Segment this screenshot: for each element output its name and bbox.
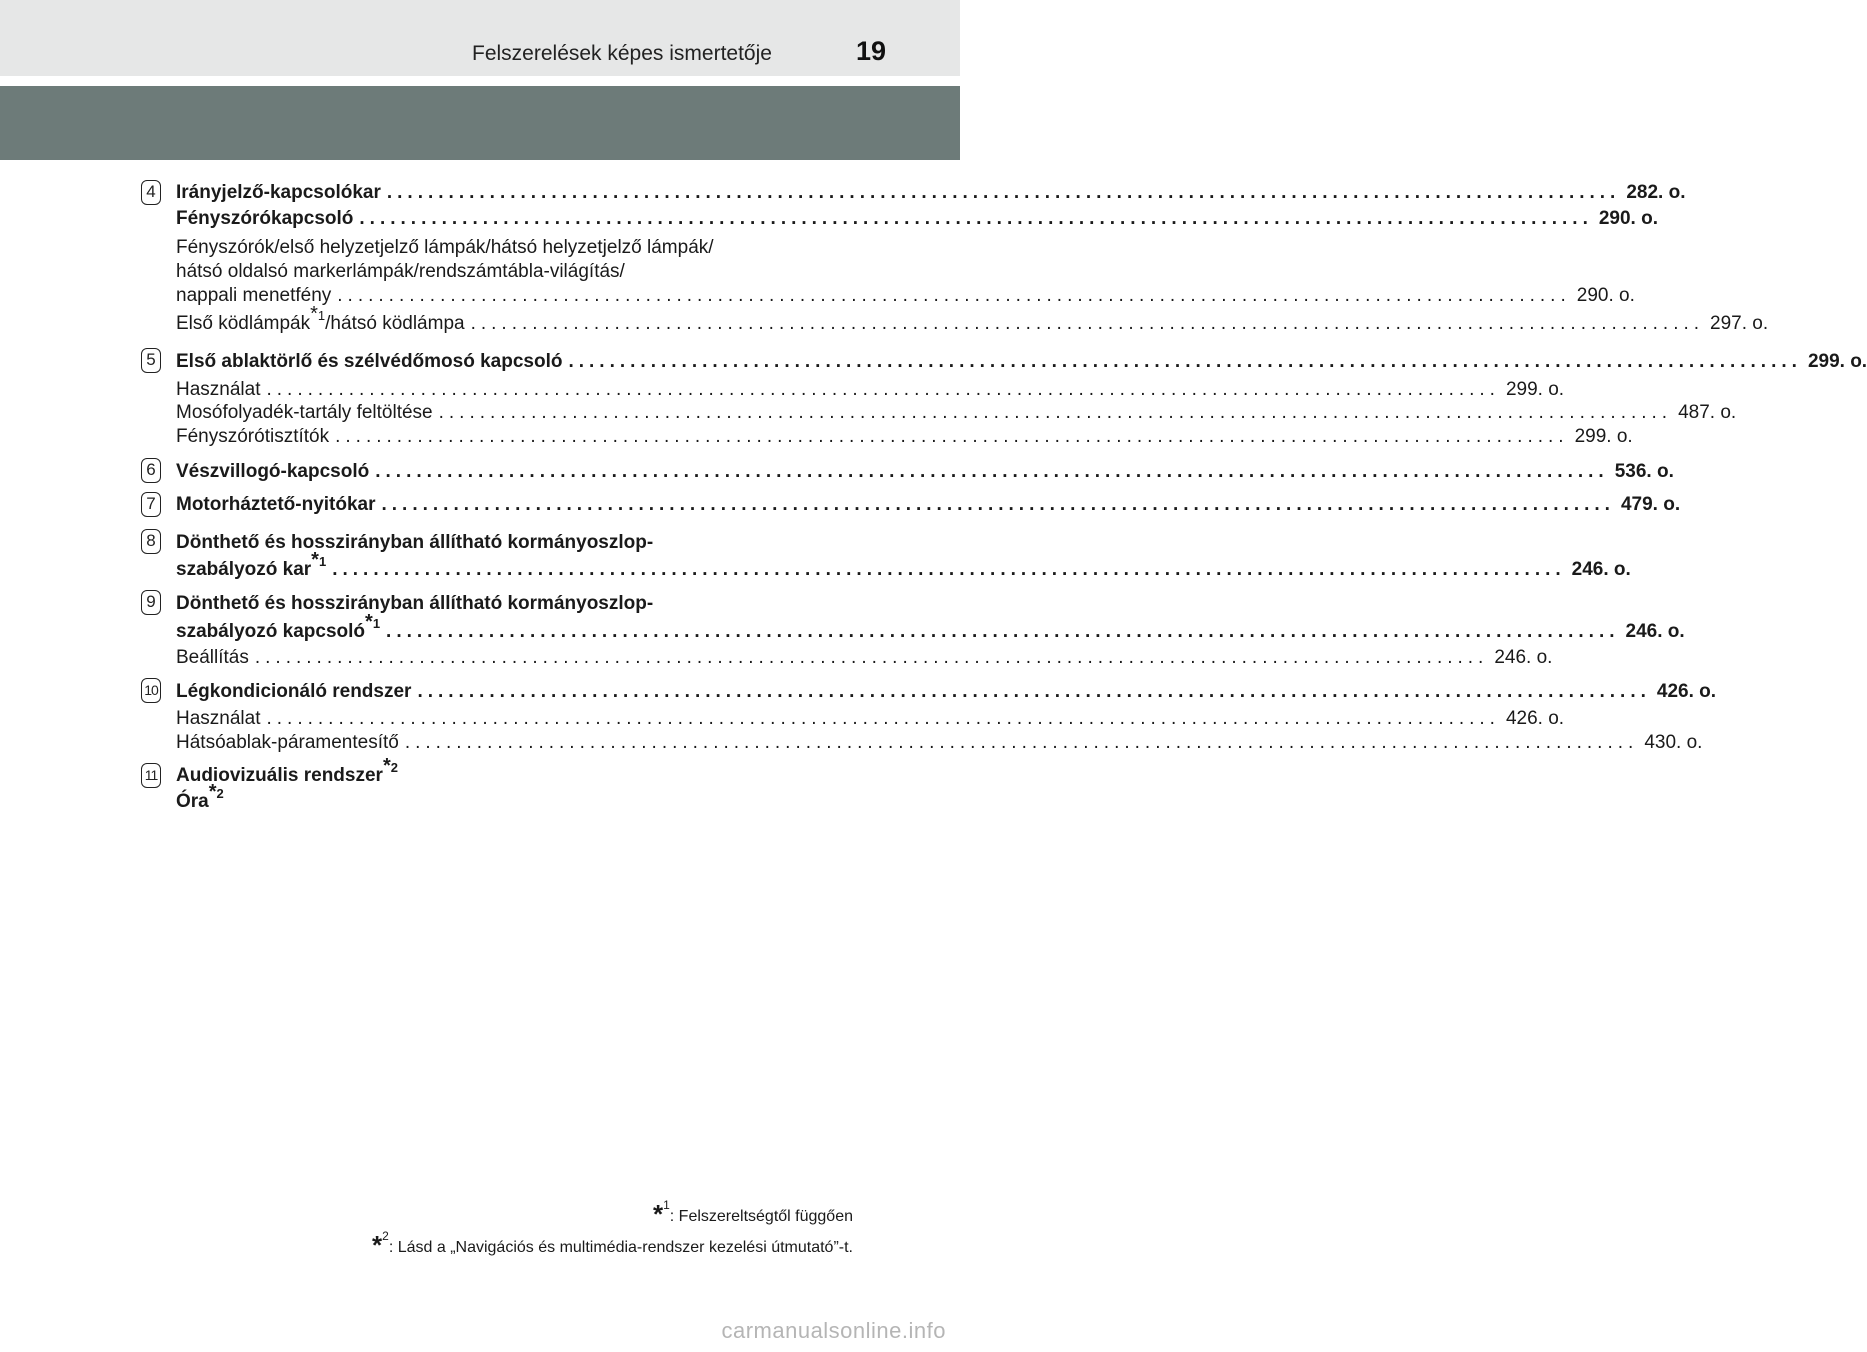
- index-entry: [176, 754, 812, 788]
- entry-text: szabályozó kapcsoló: [176, 621, 366, 642]
- index-entry: [176, 610, 1685, 644]
- entry-text: Fényszórókapcsoló: [176, 208, 354, 229]
- entry-text: Első ködlámpák: [176, 313, 311, 334]
- page-reference: 299. o.: [1505, 379, 1565, 400]
- section-number-badge: 6: [141, 458, 161, 483]
- index-entry: [176, 236, 812, 260]
- entry-title: [176, 610, 381, 644]
- leader-dots: ........................................................................................................................: [359, 208, 1593, 229]
- entry-title: [176, 593, 653, 614]
- index-entry: [176, 181, 1686, 205]
- section-number-badge: 5: [141, 348, 161, 373]
- leader-dots: ........................................................................................................................: [568, 351, 1802, 372]
- entry-title: [176, 401, 433, 425]
- index-entry: [176, 460, 1674, 484]
- footnote-ref: *1: [311, 548, 327, 571]
- index-entry: [176, 350, 1867, 374]
- entry-text-after: /hátsó ködlámpa: [325, 313, 465, 334]
- page-reference: 290. o.: [1598, 208, 1659, 229]
- footnotes: [372, 1197, 853, 1262]
- entry-text: hátsó oldalsó markerlámpák/rendszámtábla-világítás/: [176, 261, 625, 282]
- entry-text: Légkondicionáló rendszer: [176, 681, 412, 702]
- index-entry: [176, 401, 1737, 425]
- section-number-badge: 8: [141, 529, 161, 554]
- page-reference: 297. o.: [1710, 313, 1769, 334]
- entry-title: [176, 780, 224, 812]
- index-entry: [176, 260, 812, 284]
- entry-text: Beállítás: [176, 647, 249, 668]
- entry-text: szabályozó kar: [176, 559, 312, 580]
- page-reference: 426. o.: [1656, 681, 1717, 702]
- index-entry: [176, 731, 1703, 755]
- entry-title: [176, 548, 327, 582]
- entry-text: Óra: [176, 791, 209, 812]
- leader-dots: ........................................................................................................................: [386, 182, 1621, 203]
- index-entry: [176, 531, 812, 555]
- section-number-badge: 4: [141, 180, 161, 205]
- entry-text: Fényszórótisztítók: [176, 426, 330, 447]
- entry-text: Motorháztető-nyitókar: [176, 494, 376, 515]
- entry-text: Fényszórók/első helyzetjelző lámpák/hátsó helyzetjelző lámpák/: [176, 237, 714, 258]
- leader-dots: ........................................................................................................................: [335, 426, 1569, 447]
- footnote-ref: *1: [310, 302, 326, 325]
- watermark: carmanualsonline.info: [721, 1318, 946, 1343]
- index-entry: [176, 284, 1635, 308]
- entry-text: Mosófolyadék-tartály feltöltése: [176, 402, 433, 423]
- entry-text: Használat: [176, 708, 261, 729]
- page-reference: 479. o.: [1620, 494, 1681, 515]
- page-reference: 246. o.: [1494, 647, 1553, 668]
- leader-dots: ........................................................................................................................: [266, 379, 1500, 400]
- section-number-badge: 11: [141, 763, 161, 788]
- header-band: [0, 86, 960, 160]
- page-reference: 430. o.: [1644, 732, 1703, 753]
- page-reference: 246. o.: [1571, 559, 1631, 580]
- entry-text: Első ablaktörlő és szélvédőmosó kapcsoló: [176, 351, 563, 372]
- entry-title: [176, 284, 331, 308]
- entry-title: [176, 378, 261, 402]
- entry-title: [176, 350, 562, 374]
- page-reference: 536. o.: [1614, 461, 1674, 482]
- page-reference: 290. o.: [1576, 285, 1635, 306]
- index-entry: [176, 207, 1659, 231]
- leader-dots: ........................................................................................................................: [386, 621, 1620, 642]
- entry-title: [176, 646, 249, 670]
- entry-text: Dönthető és hosszirányban állítható kormányoszlop-: [176, 593, 654, 614]
- leader-dots: ........................................................................................................................: [337, 285, 1571, 306]
- entry-text: Irányjelző-kapcsolókar: [176, 182, 381, 203]
- page-reference: 246. o.: [1625, 621, 1685, 642]
- entry-title: [176, 707, 261, 731]
- leader-dots: ........................................................................................................................: [381, 494, 1615, 515]
- entry-title: [176, 261, 625, 282]
- leader-dots: ........................................................................................................................: [254, 647, 1489, 668]
- entry-title: [176, 680, 411, 704]
- footnote-ref: *1: [365, 610, 381, 633]
- page-number: 19: [856, 36, 887, 66]
- index-entry: [176, 592, 812, 616]
- page-reference: 299. o.: [1807, 351, 1867, 372]
- entry-title: [176, 237, 714, 258]
- entry-text: Dönthető és hosszirányban állítható kormányoszlop-: [176, 532, 654, 553]
- section-number-badge: 7: [141, 492, 161, 517]
- footnote-ref: *2: [382, 754, 398, 777]
- entry-title: [176, 302, 465, 336]
- entry-text: Vészvillogó-kapcsoló: [176, 461, 370, 482]
- index-entry: [176, 493, 1681, 517]
- index-entry: [176, 425, 1633, 449]
- section-number-badge: 10: [141, 678, 161, 703]
- leader-dots: ........................................................................................................................: [404, 732, 1639, 753]
- header-title: Felszerelések képes ismertetője: [472, 42, 772, 65]
- entry-title: [176, 425, 329, 449]
- page-reference: 426. o.: [1505, 708, 1565, 729]
- entry-title: [176, 181, 381, 205]
- entry-text: nappali menetfény: [176, 285, 332, 306]
- index-entry: [176, 646, 1553, 670]
- page-reference: 487. o.: [1678, 402, 1737, 423]
- leader-dots: ........................................................................................................................: [332, 559, 1566, 580]
- footnote: *$^1$: Felszereltségtől függően: [652, 1197, 853, 1229]
- leader-dots: ........................................................................................................................: [438, 402, 1673, 423]
- index-entry: [176, 378, 1565, 402]
- entry-text: Audiovizuális rendszer: [176, 765, 383, 786]
- leader-dots: ........................................................................................................................: [375, 461, 1609, 482]
- index-entry: [176, 680, 1717, 704]
- entry-title: [176, 532, 653, 553]
- page-reference: 282. o.: [1626, 182, 1686, 203]
- index-entry: [176, 707, 1565, 731]
- footnote-ref: *2: [208, 780, 224, 803]
- index-entry: [176, 548, 1631, 582]
- leader-dots: ........................................................................................................................: [470, 313, 1705, 334]
- section-number-badge: 9: [141, 590, 161, 615]
- index-entry: [176, 780, 812, 814]
- page-reference: 299. o.: [1574, 426, 1633, 447]
- entry-title: [176, 731, 399, 755]
- footnote: *$^2$: Lásd a „Navigációs és multimédia-rendszer kezelési útmutató”-t.: [372, 1228, 853, 1260]
- entry-title: [176, 460, 369, 484]
- leader-dots: ........................................................................................................................: [417, 681, 1651, 702]
- entry-title: [176, 493, 376, 517]
- entry-text: Használat: [176, 379, 261, 400]
- entry-title: [176, 207, 353, 231]
- entry-text: Hátsóablak-páramentesítő: [176, 732, 399, 753]
- leader-dots: ........................................................................................................................: [266, 708, 1500, 729]
- index-entry: [176, 302, 1769, 336]
